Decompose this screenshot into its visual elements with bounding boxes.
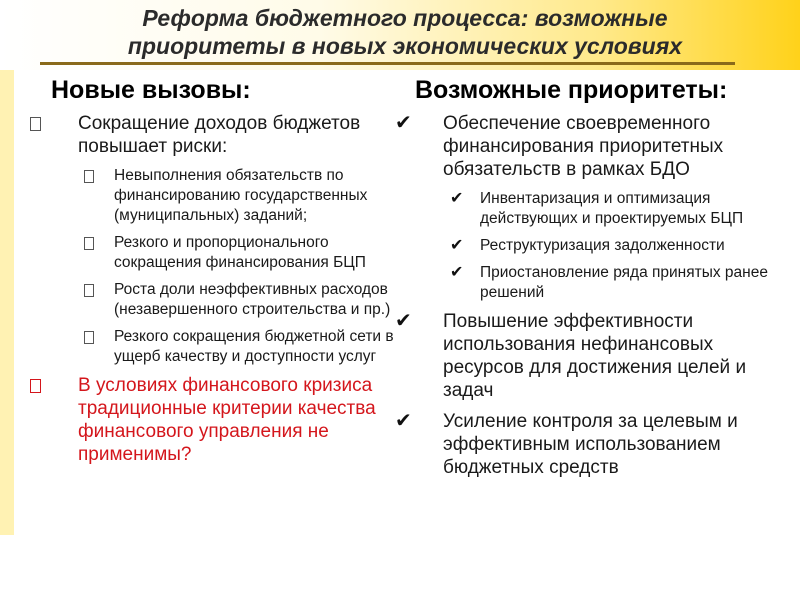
slide-title bbox=[60, 4, 750, 60]
box-bullet-icon bbox=[84, 166, 94, 188]
list-item-text: Инвентаризация и оптимизация действующих и проектируемых БЦП bbox=[480, 190, 744, 227]
list-item bbox=[395, 310, 790, 402]
left-column bbox=[30, 112, 395, 474]
sub-list-item bbox=[30, 327, 395, 367]
box-bullet-icon bbox=[84, 233, 94, 255]
sub-list-item bbox=[395, 236, 790, 256]
list-item-text: Усиление контроля за целевым и эффективным использованием бюджетных средств bbox=[443, 411, 738, 478]
list-item-text: Резкого и пропорционального сокращения финансирования БЦП bbox=[114, 234, 366, 271]
right-heading: Возможные приоритеты: bbox=[415, 76, 728, 104]
sub-list-item bbox=[30, 166, 395, 226]
sub-list-item bbox=[395, 263, 790, 303]
right-column bbox=[395, 112, 790, 487]
list-item bbox=[395, 410, 790, 479]
title-line-2: приоритеты в новых экономических условиях bbox=[127, 33, 683, 59]
checkmark-icon: ✔ bbox=[395, 310, 412, 332]
checkmark-icon: ✔ bbox=[395, 410, 412, 432]
box-bullet-icon bbox=[30, 112, 41, 137]
sub-list-item bbox=[30, 233, 395, 273]
list-item-text: Приостановление ряда принятых ранее решений bbox=[480, 264, 768, 301]
checkmark-icon: ✔ bbox=[450, 190, 464, 207]
left-accent-bar bbox=[0, 70, 14, 535]
left-heading: Новые вызовы: bbox=[51, 76, 251, 104]
checkmark-icon: ✔ bbox=[450, 237, 464, 254]
sub-list-item bbox=[30, 280, 395, 320]
list-item-text: Обеспечение своевременного финансирования приоритетных обязательств в рамках БДО bbox=[443, 113, 724, 180]
title-line-1: Реформа бюджетного процесса: возможные bbox=[142, 5, 668, 31]
title-underline bbox=[40, 62, 735, 65]
list-item bbox=[395, 112, 790, 181]
list-item bbox=[30, 112, 395, 158]
list-item-text: Роста доли неэффективных расходов (незавершенного строительства и пр.) bbox=[114, 281, 391, 318]
checkmark-icon: ✔ bbox=[450, 264, 464, 281]
checkmark-icon: ✔ bbox=[395, 112, 412, 134]
list-item-text: Резкого сокращения бюджетной сети в ущерб качеству и доступности услуг bbox=[114, 328, 394, 365]
box-bullet-icon bbox=[30, 374, 41, 399]
list-item-text: Реструктуризация задолженности bbox=[480, 237, 725, 254]
list-item-text: В условиях финансового кризиса традиционные критерии качества финансового управления не применимы? bbox=[78, 375, 376, 465]
box-bullet-icon bbox=[84, 327, 94, 349]
list-item-text: Невыполнения обязательств по финансированию государственных (муниципальных) заданий; bbox=[114, 167, 368, 224]
box-bullet-icon bbox=[84, 280, 94, 302]
list-item-highlight bbox=[30, 374, 395, 466]
list-item-text: Сокращение доходов бюджетов повышает риски: bbox=[78, 113, 361, 157]
sub-list-item bbox=[395, 189, 790, 229]
list-item-text: Повышение эффективности использования нефинансовых ресурсов для достижения целей и задач bbox=[443, 311, 747, 401]
